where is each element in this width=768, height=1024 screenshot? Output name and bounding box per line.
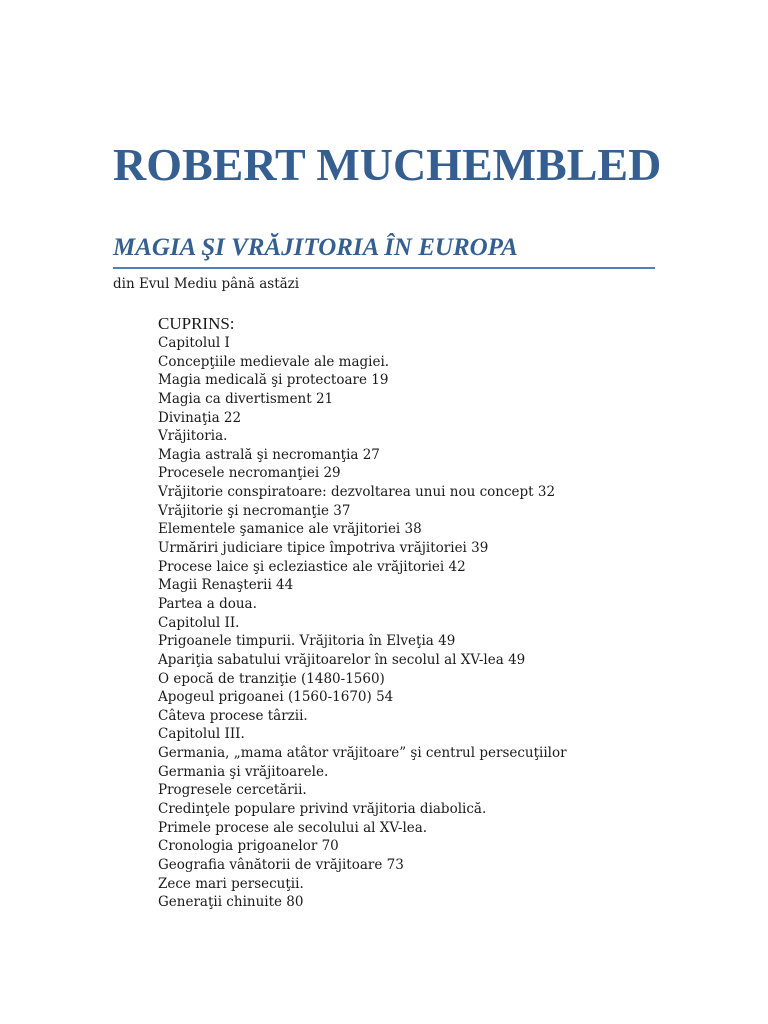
toc-item: Elementele şamanice ale vrăjitoriei 38 <box>158 521 422 538</box>
author-name: ROBERT MUCHEMBLED <box>113 139 662 190</box>
toc-item: Urmăriri judiciare tipice împotriva vrăjitoriei 39 <box>158 540 489 557</box>
toc-item: Zece mari persecuţii. <box>158 875 304 892</box>
toc-item: Procese laice şi ecleziastice ale vrăjitoriei 42 <box>158 558 466 575</box>
toc-item: Credinţele populare privind vrăjitoria diabolică. <box>158 801 487 818</box>
toc-item: Vrăjitorie conspiratoare: dezvoltarea unui nou concept 32 <box>158 484 556 501</box>
toc-item: Divinaţia 22 <box>158 409 242 426</box>
toc-item: Partea a doua. <box>158 595 257 612</box>
toc-item: Apogeul prigoanei (1560-1670) 54 <box>158 689 394 706</box>
toc-item: Vrăjitorie şi necromanţie 37 <box>158 502 351 519</box>
toc-item: Primele procese ale secolului al XV-lea. <box>158 819 428 836</box>
table-of-contents <box>158 334 567 912</box>
toc-heading: CUPRINS: <box>158 314 235 333</box>
toc-item: Magia ca divertisment 21 <box>158 390 334 407</box>
toc-item: Capitolul II. <box>158 614 240 631</box>
toc-item: Câteva procese târzii. <box>158 707 308 724</box>
toc-item: Capitolul I <box>158 335 230 351</box>
toc-item: Apariţia sabatului vrăjitoarelor în secolul al XV-lea 49 <box>158 651 526 668</box>
toc-item: Progresele cercetării. <box>158 782 307 799</box>
toc-item: Magia medicală şi protectoare 19 <box>158 372 389 389</box>
book-title: MAGIA ŞI VRĂJITORIA ÎN EUROPA <box>113 234 518 261</box>
toc-item: Magii Renaşterii 44 <box>158 577 294 594</box>
toc-item: Concepţiile medievale ale magiei. <box>158 353 390 370</box>
toc-item: Capitolul III. <box>158 726 245 743</box>
toc-item: O epocă de tranziţie (1480-1560) <box>158 670 385 687</box>
book-subtitle: din Evul Mediu până astăzi <box>113 276 300 292</box>
toc-item: Prigoanele timpurii. Vrăjitoria în Elveţia 49 <box>158 633 456 650</box>
toc-item: Generaţii chinuite 80 <box>158 894 304 911</box>
toc-item: Germania şi vrăjitoarele. <box>158 763 329 780</box>
toc-item: Vrăjitoria. <box>158 428 228 445</box>
toc-item: Magia astrală şi necromanţia 27 <box>158 446 380 463</box>
title-underline-rule <box>113 267 655 269</box>
toc-item: Procesele necromanţiei 29 <box>158 465 341 482</box>
toc-item: Germania, „mama atâtor vrăjitoare” şi centrul persecuţiilor <box>158 745 567 762</box>
toc-item: Cronologia prigoanelor 70 <box>158 838 339 855</box>
toc-item: Geografia vânătorii de vrăjitoare 73 <box>158 856 404 873</box>
